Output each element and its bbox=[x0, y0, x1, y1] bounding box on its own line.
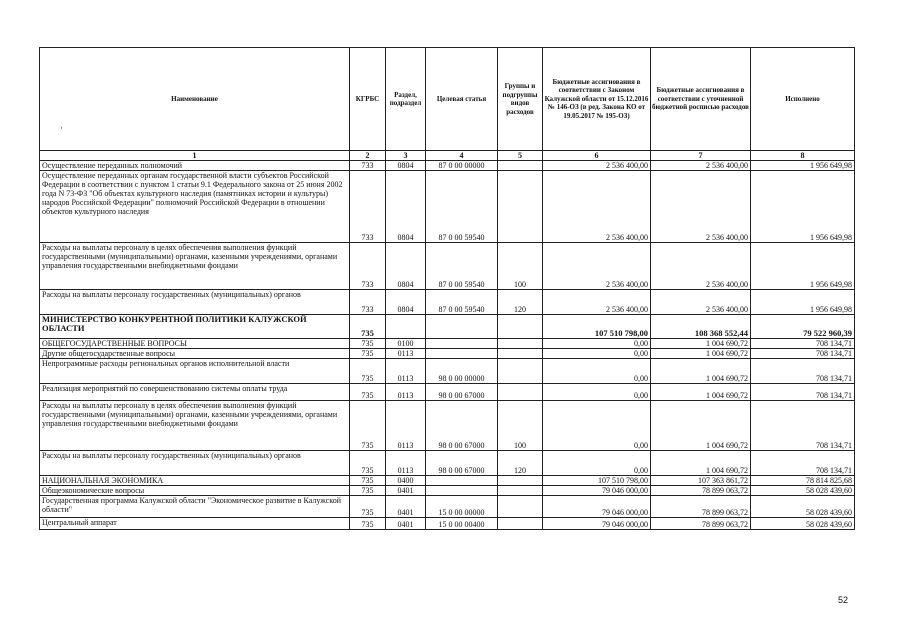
scan-mark: › bbox=[60, 123, 63, 132]
row-assign-rospis: 2 536 400,00 bbox=[651, 290, 751, 315]
row-expense-group: 100 bbox=[498, 401, 543, 451]
row-target-article: 15 0 00 00400 bbox=[426, 518, 498, 530]
column-number-row bbox=[40, 151, 855, 161]
row-assign-rospis: 2 536 400,00 bbox=[651, 171, 751, 243]
row-razdel: 0401 bbox=[386, 486, 426, 496]
row-name: Расходы на выплаты персоналу государственных (муниципальных) органов bbox=[40, 290, 350, 315]
row-razdel: 0100 bbox=[386, 339, 426, 349]
row-ispolneno: 58 028 439,60 bbox=[751, 518, 855, 530]
budget-table bbox=[39, 47, 855, 530]
row-assign-law: 0,00 bbox=[543, 384, 651, 401]
row-name: Реализация мероприятий по совершенствованию системы оплаты труда bbox=[40, 384, 350, 401]
row-assign-law: 107 510 798,00 bbox=[543, 315, 651, 339]
colnum-4: 4 bbox=[426, 151, 498, 161]
table-row bbox=[40, 486, 855, 496]
row-assign-law: 0,00 bbox=[543, 401, 651, 451]
row-expense-group: 120 bbox=[498, 451, 543, 476]
row-expense-group bbox=[498, 339, 543, 349]
table-row bbox=[40, 243, 855, 290]
row-kgrbs: 733 bbox=[350, 171, 386, 243]
row-name: Осуществление переданных органам государственной власти субъектов Российской Федерации в соответствии с пунктом 1 статьи 9.1 Федерального закона от 25 июня 2002 года N 73-ФЗ "Об объектах культурного наследия (памятниках истории и культуры) народов Российской Федерации" полномочий Российской Федерации в отношении объектов культурного наследия bbox=[40, 171, 350, 243]
row-assign-law: 2 536 400,00 bbox=[543, 161, 651, 171]
row-razdel bbox=[386, 315, 426, 339]
header-assign-law: Бюджетные ассигнования в соответствии с Законом Калужской области от 15.12.2016 № 146-ОЗ (в ред. Закона КО от 19.05.2017 № 195-ОЗ) bbox=[543, 48, 651, 151]
row-assign-law: 0,00 bbox=[543, 359, 651, 384]
row-razdel: 0113 bbox=[386, 359, 426, 384]
row-assign-rospis: 78 899 063,72 bbox=[651, 496, 751, 518]
row-name: Осуществление переданных полномочий bbox=[40, 161, 350, 171]
row-name: Расходы на выплаты персоналу государственных (муниципальных) органов bbox=[40, 451, 350, 476]
row-name: Общеэкономические вопросы bbox=[40, 486, 350, 496]
row-name: ОБЩЕГОСУДАРСТВЕННЫЕ ВОПРОСЫ bbox=[40, 339, 350, 349]
row-razdel: 0113 bbox=[386, 349, 426, 359]
row-assign-rospis: 1 004 690,72 bbox=[651, 384, 751, 401]
row-kgrbs: 735 bbox=[350, 339, 386, 349]
row-expense-group bbox=[498, 359, 543, 384]
colnum-5: 5 bbox=[498, 151, 543, 161]
row-target-article: 98 0 00 67000 bbox=[426, 401, 498, 451]
row-ispolneno: 708 134,71 bbox=[751, 339, 855, 349]
row-razdel: 0804 bbox=[386, 161, 426, 171]
header-name: Наименование bbox=[40, 48, 350, 151]
row-expense-group bbox=[498, 486, 543, 496]
row-assign-law: 0,00 bbox=[543, 451, 651, 476]
row-target-article bbox=[426, 476, 498, 486]
table-row bbox=[40, 496, 855, 518]
row-kgrbs: 735 bbox=[350, 384, 386, 401]
row-target-article: 87 0 00 59540 bbox=[426, 290, 498, 315]
row-razdel: 0400 bbox=[386, 476, 426, 486]
row-target-article: 98 0 00 00000 bbox=[426, 359, 498, 384]
row-ispolneno: 708 134,71 bbox=[751, 359, 855, 384]
row-kgrbs: 735 bbox=[350, 486, 386, 496]
table-row bbox=[40, 359, 855, 384]
row-kgrbs: 735 bbox=[350, 401, 386, 451]
row-assign-rospis: 1 004 690,72 bbox=[651, 359, 751, 384]
row-expense-group: 100 bbox=[498, 243, 543, 290]
colnum-3: 3 bbox=[386, 151, 426, 161]
row-expense-group bbox=[498, 171, 543, 243]
row-expense-group bbox=[498, 476, 543, 486]
row-target-article: 87 0 00 00000 bbox=[426, 161, 498, 171]
row-target-article bbox=[426, 315, 498, 339]
table-row bbox=[40, 315, 855, 339]
row-kgrbs: 735 bbox=[350, 315, 386, 339]
row-razdel: 0804 bbox=[386, 243, 426, 290]
row-expense-group: 120 bbox=[498, 290, 543, 315]
header-razdel: Раздел, подраздел bbox=[386, 48, 426, 151]
colnum-7: 7 bbox=[651, 151, 751, 161]
row-kgrbs: 735 bbox=[350, 518, 386, 530]
row-kgrbs: 733 bbox=[350, 161, 386, 171]
row-kgrbs: 735 bbox=[350, 359, 386, 384]
row-ispolneno: 1 956 649,98 bbox=[751, 243, 855, 290]
row-assign-rospis: 1 004 690,72 bbox=[651, 451, 751, 476]
table-row bbox=[40, 518, 855, 530]
row-assign-rospis: 1 004 690,72 bbox=[651, 349, 751, 359]
row-assign-rospis: 1 004 690,72 bbox=[651, 339, 751, 349]
row-razdel: 0804 bbox=[386, 290, 426, 315]
row-assign-rospis: 2 536 400,00 bbox=[651, 161, 751, 171]
row-target-article: 15 0 00 00000 bbox=[426, 496, 498, 518]
colnum-2: 2 bbox=[350, 151, 386, 161]
row-assign-law: 2 536 400,00 bbox=[543, 290, 651, 315]
row-ispolneno: 78 814 825,68 bbox=[751, 476, 855, 486]
row-expense-group bbox=[498, 349, 543, 359]
table-row bbox=[40, 384, 855, 401]
row-kgrbs: 733 bbox=[350, 290, 386, 315]
row-assign-rospis: 2 536 400,00 bbox=[651, 243, 751, 290]
header-ispolneno: Исполнено bbox=[751, 48, 855, 151]
row-ispolneno: 1 956 649,98 bbox=[751, 290, 855, 315]
row-razdel: 0113 bbox=[386, 384, 426, 401]
row-target-article: 98 0 00 67000 bbox=[426, 384, 498, 401]
row-assign-rospis: 78 899 063,72 bbox=[651, 486, 751, 496]
row-assign-rospis: 1 004 690,72 bbox=[651, 401, 751, 451]
row-target-article bbox=[426, 349, 498, 359]
table-row bbox=[40, 290, 855, 315]
row-assign-law: 0,00 bbox=[543, 339, 651, 349]
row-assign-law: 0,00 bbox=[543, 349, 651, 359]
row-assign-rospis: 107 363 861,72 bbox=[651, 476, 751, 486]
row-assign-law: 107 510 798,00 bbox=[543, 476, 651, 486]
row-expense-group bbox=[498, 496, 543, 518]
row-kgrbs: 735 bbox=[350, 496, 386, 518]
row-razdel: 0401 bbox=[386, 518, 426, 530]
row-assign-rospis: 78 899 063,72 bbox=[651, 518, 751, 530]
colnum-8: 8 bbox=[751, 151, 855, 161]
table-row bbox=[40, 401, 855, 451]
row-razdel: 0113 bbox=[386, 401, 426, 451]
row-target-article: 87 0 00 59540 bbox=[426, 171, 498, 243]
row-target-article: 87 0 00 59540 bbox=[426, 243, 498, 290]
row-expense-group bbox=[498, 161, 543, 171]
row-name: Расходы на выплаты персоналу в целях обеспечения выполнения функций государственными (муниципальными) органами, казенными учреждениями, органами управления государственными внебюджетными фондами bbox=[40, 243, 350, 290]
row-ispolneno: 708 134,71 bbox=[751, 401, 855, 451]
row-target-article bbox=[426, 339, 498, 349]
row-expense-group bbox=[498, 315, 543, 339]
row-assign-law: 79 046 000,00 bbox=[543, 496, 651, 518]
row-ispolneno: 708 134,71 bbox=[751, 451, 855, 476]
header-celevaya: Целевая статья bbox=[426, 48, 498, 151]
row-kgrbs: 733 bbox=[350, 243, 386, 290]
row-name: Непрограммные расходы региональных органов исполнительной власти bbox=[40, 359, 350, 384]
row-expense-group bbox=[498, 518, 543, 530]
table-row bbox=[40, 451, 855, 476]
header-gruppy: Группы и подгруппы видов расходов bbox=[498, 48, 543, 151]
row-assign-law: 2 536 400,00 bbox=[543, 171, 651, 243]
row-name: Другие общегосударственные вопросы bbox=[40, 349, 350, 359]
row-assign-law: 79 046 000,00 bbox=[543, 486, 651, 496]
table-row bbox=[40, 349, 855, 359]
row-ispolneno: 1 956 649,98 bbox=[751, 171, 855, 243]
row-target-article: 98 0 00 67000 bbox=[426, 451, 498, 476]
colnum-6: 6 bbox=[543, 151, 651, 161]
row-razdel: 0804 bbox=[386, 171, 426, 243]
row-razdel: 0113 bbox=[386, 451, 426, 476]
row-ispolneno: 79 522 960,39 bbox=[751, 315, 855, 339]
row-kgrbs: 735 bbox=[350, 476, 386, 486]
colnum-1: 1 bbox=[40, 151, 350, 161]
row-expense-group bbox=[498, 384, 543, 401]
row-assign-rospis: 108 368 552,44 bbox=[651, 315, 751, 339]
row-name: Центральный аппарат bbox=[40, 518, 350, 530]
row-ispolneno: 58 028 439,60 bbox=[751, 486, 855, 496]
row-target-article bbox=[426, 486, 498, 496]
row-name: Расходы на выплаты персоналу в целях обеспечения выполнения функций государственными (муниципальными) органами, казенными учреждениями, органами управления государственными внебюджетными фондами bbox=[40, 401, 350, 451]
table-row bbox=[40, 171, 855, 243]
row-razdel: 0401 bbox=[386, 496, 426, 518]
row-ispolneno: 1 956 649,98 bbox=[751, 161, 855, 171]
table-row bbox=[40, 339, 855, 349]
row-assign-law: 2 536 400,00 bbox=[543, 243, 651, 290]
row-kgrbs: 735 bbox=[350, 349, 386, 359]
row-name: МИНИСТЕРСТВО КОНКУРЕНТНОЙ ПОЛИТИКИ КАЛУЖСКОЙ ОБЛАСТИ bbox=[40, 315, 350, 339]
row-assign-law: 79 046 000,00 bbox=[543, 518, 651, 530]
header-assign-rospis: Бюджетные ассигнования в соответствии с уточненной бюджетной росписью расходов bbox=[651, 48, 751, 151]
row-ispolneno: 58 028 439,60 bbox=[751, 496, 855, 518]
table-row bbox=[40, 161, 855, 171]
header-row bbox=[40, 48, 855, 151]
header-kgrbs: КГРБС bbox=[350, 48, 386, 151]
table-row bbox=[40, 476, 855, 486]
row-ispolneno: 708 134,71 bbox=[751, 349, 855, 359]
row-kgrbs: 735 bbox=[350, 451, 386, 476]
row-name: Государственная программа Калужской области "Экономическое развитие в Калужской области" bbox=[40, 496, 350, 518]
row-ispolneno: 708 134,71 bbox=[751, 384, 855, 401]
page-number: 52 bbox=[838, 595, 849, 605]
row-name: НАЦИОНАЛЬНАЯ ЭКОНОМИКА bbox=[40, 476, 350, 486]
